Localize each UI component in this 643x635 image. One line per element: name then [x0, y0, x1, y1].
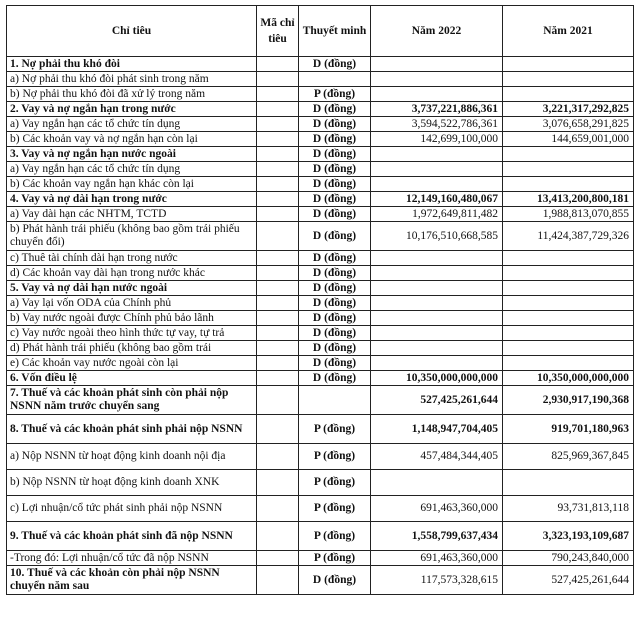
value-2022 [371, 162, 503, 177]
value-2022 [371, 470, 503, 496]
indicator-label: 2. Vay và nợ ngắn hạn trong nước [7, 102, 257, 117]
table-row [7, 117, 634, 132]
indicator-unit: P (đồng) [299, 470, 371, 496]
value-2021 [503, 72, 634, 87]
indicator-label: a) Vay lại vốn ODA của Chính phủ [7, 296, 257, 311]
table-row [7, 551, 634, 566]
table-row [7, 296, 634, 311]
indicator-label: 10. Thuế và các khoản còn phải nộp NSNN chuyển năm sau [7, 566, 257, 595]
indicator-label: 3. Vay và nợ ngắn hạn nước ngoài [7, 147, 257, 162]
value-2022: 1,558,799,637,434 [371, 522, 503, 551]
table-row [7, 57, 634, 72]
value-2021: 144,659,001,000 [503, 132, 634, 147]
indicator-label: 9. Thuế và các khoản phát sinh đã nộp NSNN [7, 522, 257, 551]
indicator-unit: D (đồng) [299, 341, 371, 356]
value-2021 [503, 311, 634, 326]
table-row [7, 132, 634, 147]
indicator-code [257, 147, 299, 162]
indicator-unit: D (đồng) [299, 356, 371, 371]
indicator-unit: D (đồng) [299, 162, 371, 177]
value-2022 [371, 251, 503, 266]
indicator-code [257, 57, 299, 72]
value-2022 [371, 356, 503, 371]
value-2021 [503, 251, 634, 266]
indicator-unit: D (đồng) [299, 222, 371, 251]
value-2022: 10,350,000,000,000 [371, 371, 503, 386]
indicator-unit: D (đồng) [299, 326, 371, 341]
value-2022 [371, 72, 503, 87]
header-nam-2021: Năm 2021 [503, 6, 634, 57]
indicator-unit: D (đồng) [299, 281, 371, 296]
indicator-label: d) Các khoản vay dài hạn trong nước khác [7, 266, 257, 281]
indicator-unit: D (đồng) [299, 266, 371, 281]
indicator-code [257, 444, 299, 470]
table-row [7, 326, 634, 341]
value-2021 [503, 341, 634, 356]
value-2022 [371, 266, 503, 281]
table-row [7, 281, 634, 296]
value-2022: 142,699,100,000 [371, 132, 503, 147]
value-2021 [503, 57, 634, 72]
indicator-unit: D (đồng) [299, 57, 371, 72]
indicator-code [257, 117, 299, 132]
value-2022 [371, 147, 503, 162]
indicator-unit: D (đồng) [299, 251, 371, 266]
value-2021 [503, 177, 634, 192]
indicator-unit: P (đồng) [299, 444, 371, 470]
table-row [7, 356, 634, 371]
indicator-code [257, 311, 299, 326]
value-2021: 13,413,200,800,181 [503, 192, 634, 207]
indicator-label: b) Phát hành trái phiếu (không bao gồm trái phiếu chuyển đổi) [7, 222, 257, 251]
financial-indicator-table [6, 5, 634, 595]
indicator-code [257, 371, 299, 386]
indicator-code [257, 177, 299, 192]
indicator-code [257, 192, 299, 207]
indicator-unit: P (đồng) [299, 551, 371, 566]
table-row [7, 444, 634, 470]
table-row [7, 341, 634, 356]
indicator-label: 6. Vốn điều lệ [7, 371, 257, 386]
value-2022: 691,463,360,000 [371, 551, 503, 566]
value-2022: 527,425,261,644 [371, 386, 503, 415]
indicator-label: c) Thuê tài chính dài hạn trong nước [7, 251, 257, 266]
table-row [7, 266, 634, 281]
value-2022 [371, 177, 503, 192]
indicator-code [257, 566, 299, 595]
table-row [7, 386, 634, 415]
value-2021 [503, 296, 634, 311]
value-2021 [503, 147, 634, 162]
table-row [7, 415, 634, 444]
value-2021: 2,930,917,190,368 [503, 386, 634, 415]
table-row [7, 72, 634, 87]
indicator-label: -Trong đó: Lợi nhuận/cổ tức đã nộp NSNN [7, 551, 257, 566]
value-2022: 3,737,221,886,361 [371, 102, 503, 117]
indicator-label: 4. Vay và nợ dài hạn trong nước [7, 192, 257, 207]
indicator-code [257, 296, 299, 311]
indicator-unit: D (đồng) [299, 102, 371, 117]
indicator-unit: P (đồng) [299, 415, 371, 444]
table-row [7, 162, 634, 177]
value-2022: 12,149,160,480,067 [371, 192, 503, 207]
indicator-code [257, 87, 299, 102]
value-2022: 1,148,947,704,405 [371, 415, 503, 444]
table-row [7, 566, 634, 595]
value-2021: 790,243,840,000 [503, 551, 634, 566]
value-2021: 919,701,180,963 [503, 415, 634, 444]
indicator-code [257, 356, 299, 371]
table-row [7, 222, 634, 251]
indicator-code [257, 266, 299, 281]
value-2021: 825,969,367,845 [503, 444, 634, 470]
indicator-code [257, 386, 299, 415]
table-row [7, 102, 634, 117]
indicator-code [257, 162, 299, 177]
header-ma-chi-tieu: Mã chỉ tiêu [257, 6, 299, 57]
value-2021: 93,731,813,118 [503, 496, 634, 522]
indicator-unit: D (đồng) [299, 177, 371, 192]
value-2021: 10,350,000,000,000 [503, 371, 634, 386]
indicator-code [257, 207, 299, 222]
indicator-code [257, 341, 299, 356]
indicator-label: b) Nợ phải thu khó đòi đã xử lý trong năm [7, 87, 257, 102]
indicator-unit: D (đồng) [299, 132, 371, 147]
indicator-label: a) Nộp NSNN từ hoạt động kinh doanh nội địa [7, 444, 257, 470]
indicator-code [257, 522, 299, 551]
value-2021 [503, 266, 634, 281]
indicator-code [257, 102, 299, 117]
indicator-label: b) Các khoản vay và nợ ngắn hạn còn lại [7, 132, 257, 147]
indicator-label: a) Vay ngắn hạn các tổ chức tín dụng [7, 162, 257, 177]
value-2022 [371, 341, 503, 356]
value-2021: 3,076,658,291,825 [503, 117, 634, 132]
value-2021 [503, 356, 634, 371]
value-2022: 691,463,360,000 [371, 496, 503, 522]
value-2021 [503, 326, 634, 341]
value-2021: 11,424,387,729,326 [503, 222, 634, 251]
indicator-label: a) Vay dài hạn các NHTM, TCTD [7, 207, 257, 222]
table-row [7, 177, 634, 192]
indicator-label: 1. Nợ phải thu khó đòi [7, 57, 257, 72]
indicator-unit [299, 72, 371, 87]
value-2022: 457,484,344,405 [371, 444, 503, 470]
table-row [7, 311, 634, 326]
value-2021: 1,988,813,070,855 [503, 207, 634, 222]
indicator-unit: P (đồng) [299, 496, 371, 522]
value-2022 [371, 281, 503, 296]
indicator-label: 8. Thuế và các khoản phát sinh phải nộp NSNN [7, 415, 257, 444]
indicator-code [257, 496, 299, 522]
header-row [7, 6, 634, 57]
table-row [7, 470, 634, 496]
value-2022 [371, 87, 503, 102]
header-chi-tieu: Chỉ tiêu [7, 6, 257, 57]
indicator-code [257, 281, 299, 296]
value-2022 [371, 326, 503, 341]
indicator-unit: D (đồng) [299, 147, 371, 162]
table-row [7, 251, 634, 266]
indicator-label: c) Vay nước ngoài theo hình thức tự vay, tự trả [7, 326, 257, 341]
table-row [7, 192, 634, 207]
report-sheet [6, 5, 633, 595]
table-row [7, 87, 634, 102]
value-2021 [503, 470, 634, 496]
indicator-label: e) Các khoản vay nước ngoài còn lại [7, 356, 257, 371]
indicator-unit: D (đồng) [299, 117, 371, 132]
table-row [7, 371, 634, 386]
indicator-unit: P (đồng) [299, 87, 371, 102]
indicator-label: c) Lợi nhuận/cổ tức phát sinh phải nộp NSNN [7, 496, 257, 522]
indicator-unit: D (đồng) [299, 192, 371, 207]
table-row [7, 496, 634, 522]
indicator-label: d) Phát hành trái phiếu (không bao gồm trái [7, 341, 257, 356]
indicator-code [257, 415, 299, 444]
value-2021 [503, 87, 634, 102]
indicator-label: 7. Thuế và các khoản phát sinh còn phải nộp NSNN năm trước chuyển sang [7, 386, 257, 415]
indicator-unit: D (đồng) [299, 566, 371, 595]
value-2021: 3,323,193,109,687 [503, 522, 634, 551]
header-nam-2022: Năm 2022 [371, 6, 503, 57]
table-row [7, 207, 634, 222]
indicator-label: 5. Vay và nợ dài hạn nước ngoài [7, 281, 257, 296]
value-2021 [503, 162, 634, 177]
indicator-label: a) Vay ngắn hạn các tổ chức tín dụng [7, 117, 257, 132]
value-2022: 117,573,328,615 [371, 566, 503, 595]
indicator-label: a) Nợ phải thu khó đòi phát sinh trong năm [7, 72, 257, 87]
value-2022 [371, 57, 503, 72]
value-2022 [371, 296, 503, 311]
indicator-unit: D (đồng) [299, 296, 371, 311]
table-row [7, 147, 634, 162]
indicator-label: b) Các khoản vay ngắn hạn khác còn lại [7, 177, 257, 192]
value-2021 [503, 281, 634, 296]
indicator-code [257, 251, 299, 266]
indicator-code [257, 132, 299, 147]
value-2021: 527,425,261,644 [503, 566, 634, 595]
indicator-code [257, 222, 299, 251]
indicator-unit: D (đồng) [299, 207, 371, 222]
value-2021: 3,221,317,292,825 [503, 102, 634, 117]
indicator-unit [299, 386, 371, 415]
table-row [7, 522, 634, 551]
indicator-code [257, 72, 299, 87]
indicator-unit: P (đồng) [299, 522, 371, 551]
indicator-code [257, 470, 299, 496]
value-2022: 10,176,510,668,585 [371, 222, 503, 251]
indicator-code [257, 326, 299, 341]
header-thuyet-minh: Thuyết minh [299, 6, 371, 57]
indicator-label: b) Vay nước ngoài được Chính phủ bảo lãnh [7, 311, 257, 326]
value-2022 [371, 311, 503, 326]
indicator-unit: D (đồng) [299, 371, 371, 386]
indicator-unit: D (đồng) [299, 311, 371, 326]
indicator-code [257, 551, 299, 566]
indicator-label: b) Nộp NSNN từ hoạt động kinh doanh XNK [7, 470, 257, 496]
value-2022: 3,594,522,786,361 [371, 117, 503, 132]
value-2022: 1,972,649,811,482 [371, 207, 503, 222]
